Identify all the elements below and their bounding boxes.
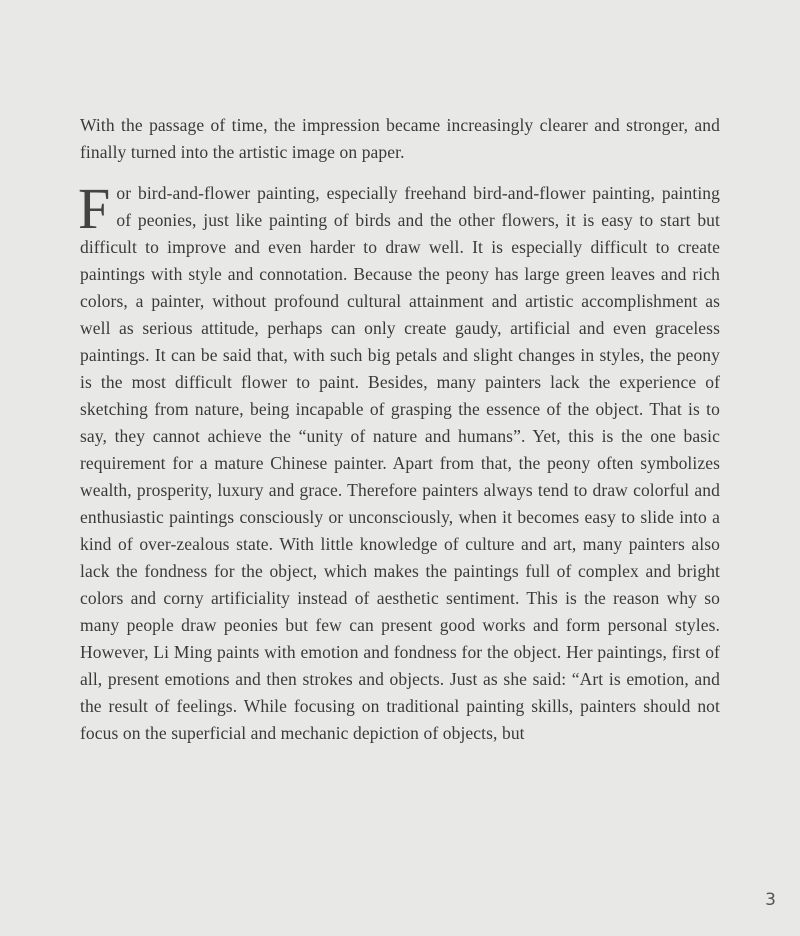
- page-number: 3: [765, 890, 776, 910]
- intro-paragraph: With the passage of time, the impression became increasingly clearer and stronger, and finally turned into the artistic image on paper.: [80, 114, 720, 162]
- drop-cap: F: [78, 176, 111, 241]
- main-paragraph-text: or bird-and-flower painting, especially freehand bird-and-flower painting, painting of peonies, just like painting of birds and the other flowers, it is easy to start but difficult to improve and even harder to draw well. It is especially difficult to create paintings with style and connotation. Because the peony has large green leaves and rich colors, a painter, without profound cultural attainment and artistic accomplishment as well as serious attitude, perhaps can only create gaudy, artificial and even graceless paintings. It can be said that, with such big petals and slight changes in styles, the peony is the most difficult flower to paint. Besides, many painters lack the experience of sketching from nature, being incapable of grasping the essence of the object. That is to say, they cannot achieve the “unity of nature and humans”. Yet, this is the one basic requirement for a mature Chinese painter. Apart from that, the peony often symbolizes wealth, prosperity, luxury and grace. Therefore painters always tend to draw colorful and enthusiastic paintings consciously or unconsciously, when it becomes easy to slide into a kind of over-zealous state. With little knowledge of culture and art, many painters also lack the fondness for the object, which makes the paintings full of complex and bright colors and corny artificiality instead of aesthetic sentiment. This is the reason why so many people draw peonies but few can present good works and form personal styles. However, Li Ming paints with emotion and fondness for the object. Her paintings, first of all, present emotions and then strokes and objects. Just as she said: “Art is emotion, and the result of feelings. While focusing on traditional painting skills, painters should not focus on the superficial and mechanic depiction of objects, but: [80, 183, 720, 743]
- main-paragraph: [78, 176, 720, 747]
